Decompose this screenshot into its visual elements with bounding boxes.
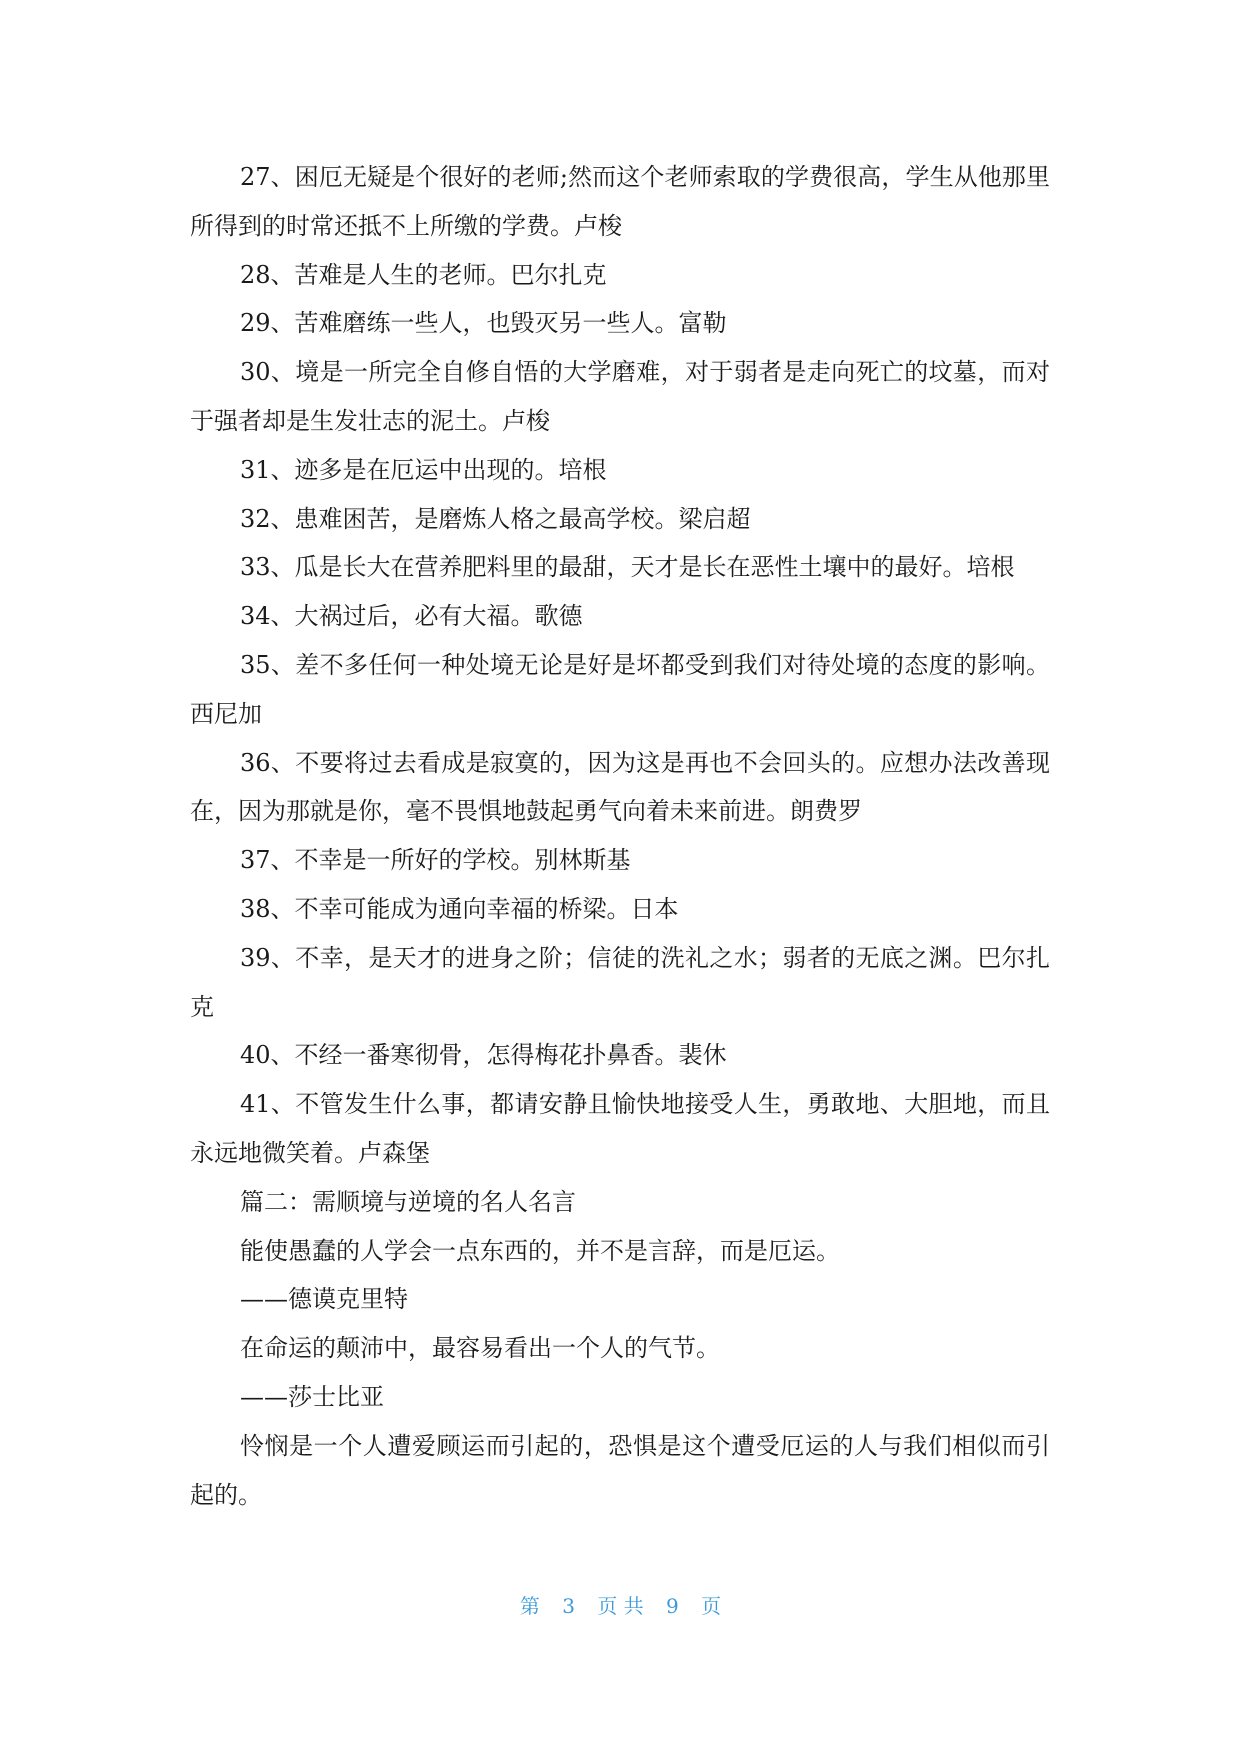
quote-paragraph: 怜悯是一个人遭爱顾运而引起的，恐惧是这个遭受厄运的人与我们相似而引起的。 — [190, 1431, 1050, 1509]
quote-paragraph: 在命运的颠沛中，最容易看出一个人的气节。 — [240, 1334, 720, 1363]
quote-paragraph: 35、差不多任何一种处境无论是好是坏都受到我们对待处境的态度的影响。西尼加 — [190, 650, 1050, 728]
quote-paragraph: 37、不幸是一所好的学校。别林斯基 — [240, 846, 631, 875]
current-page-number: 3 — [562, 1594, 575, 1618]
quote-paragraph: 39、不幸，是天才的进身之阶；信徒的洗礼之水；弱者的无底之渊。巴尔扎克 — [190, 943, 1050, 1021]
quote-paragraph: 36、不要将过去看成是寂寞的，因为这是再也不会回头的。应想办法改善现在，因为那就是你，毫不畏惧地鼓起勇气向着未来前进。朗费罗 — [190, 748, 1050, 826]
quote-paragraph: 28、苦难是人生的老师。巴尔扎克 — [240, 260, 607, 289]
quote-paragraph: 30、境是一所完全自修自悟的大学磨难，对于弱者是走向死亡的坟墓，而对于强者却是生发壮志的泥土。卢梭 — [190, 358, 1050, 435]
footer-suffix: 页 — [701, 1594, 722, 1618]
footer-prefix: 第 — [519, 1594, 540, 1618]
section-heading: 篇二：需顺境与逆境的名人名言 — [240, 1187, 576, 1216]
quote-paragraph: 能使愚蠢的人学会一点东西的，并不是言辞，而是厄运。 — [240, 1236, 840, 1265]
quote-paragraph: 27、困厄无疑是个很好的老师;然而这个老师索取的学费很高，学生从他那里所得到的时常还抵不上所缴的学费。卢梭 — [190, 163, 1050, 240]
footer-middle: 页 共 — [597, 1594, 644, 1618]
quote-paragraph: 31、迹多是在厄运中出现的。培根 — [240, 455, 607, 484]
quote-paragraph: 40、不经一番寒彻骨，怎得梅花扑鼻香。裴休 — [240, 1041, 727, 1070]
quote-paragraph: 32、患难困苦，是磨炼人格之最高学校。梁启超 — [240, 504, 751, 533]
total-page-count: 9 — [666, 1594, 679, 1618]
quote-paragraph: 38、不幸可能成为通向幸福的桥梁。日本 — [240, 894, 679, 923]
quote-attribution: ——莎士比亚 — [240, 1382, 384, 1411]
quote-paragraph: 34、大祸过后，必有大福。歌德 — [240, 602, 583, 631]
page-body — [190, 153, 1050, 1519]
quote-paragraph: 29、苦难磨练一些人，也毁灭另一些人。富勒 — [240, 309, 727, 338]
quote-paragraph: 33、瓜是长大在营养肥料里的最甜，天才是长在恶性土壤中的最好。培根 — [240, 553, 1015, 582]
page-number-footer — [0, 1590, 1241, 1619]
quote-attribution: ——德谟克里特 — [240, 1285, 408, 1314]
quote-paragraph: 41、不管发生什么事，都请安静且愉快地接受人生，勇敢地、大胆地，而且永远地微笑着。卢森堡 — [190, 1090, 1050, 1167]
